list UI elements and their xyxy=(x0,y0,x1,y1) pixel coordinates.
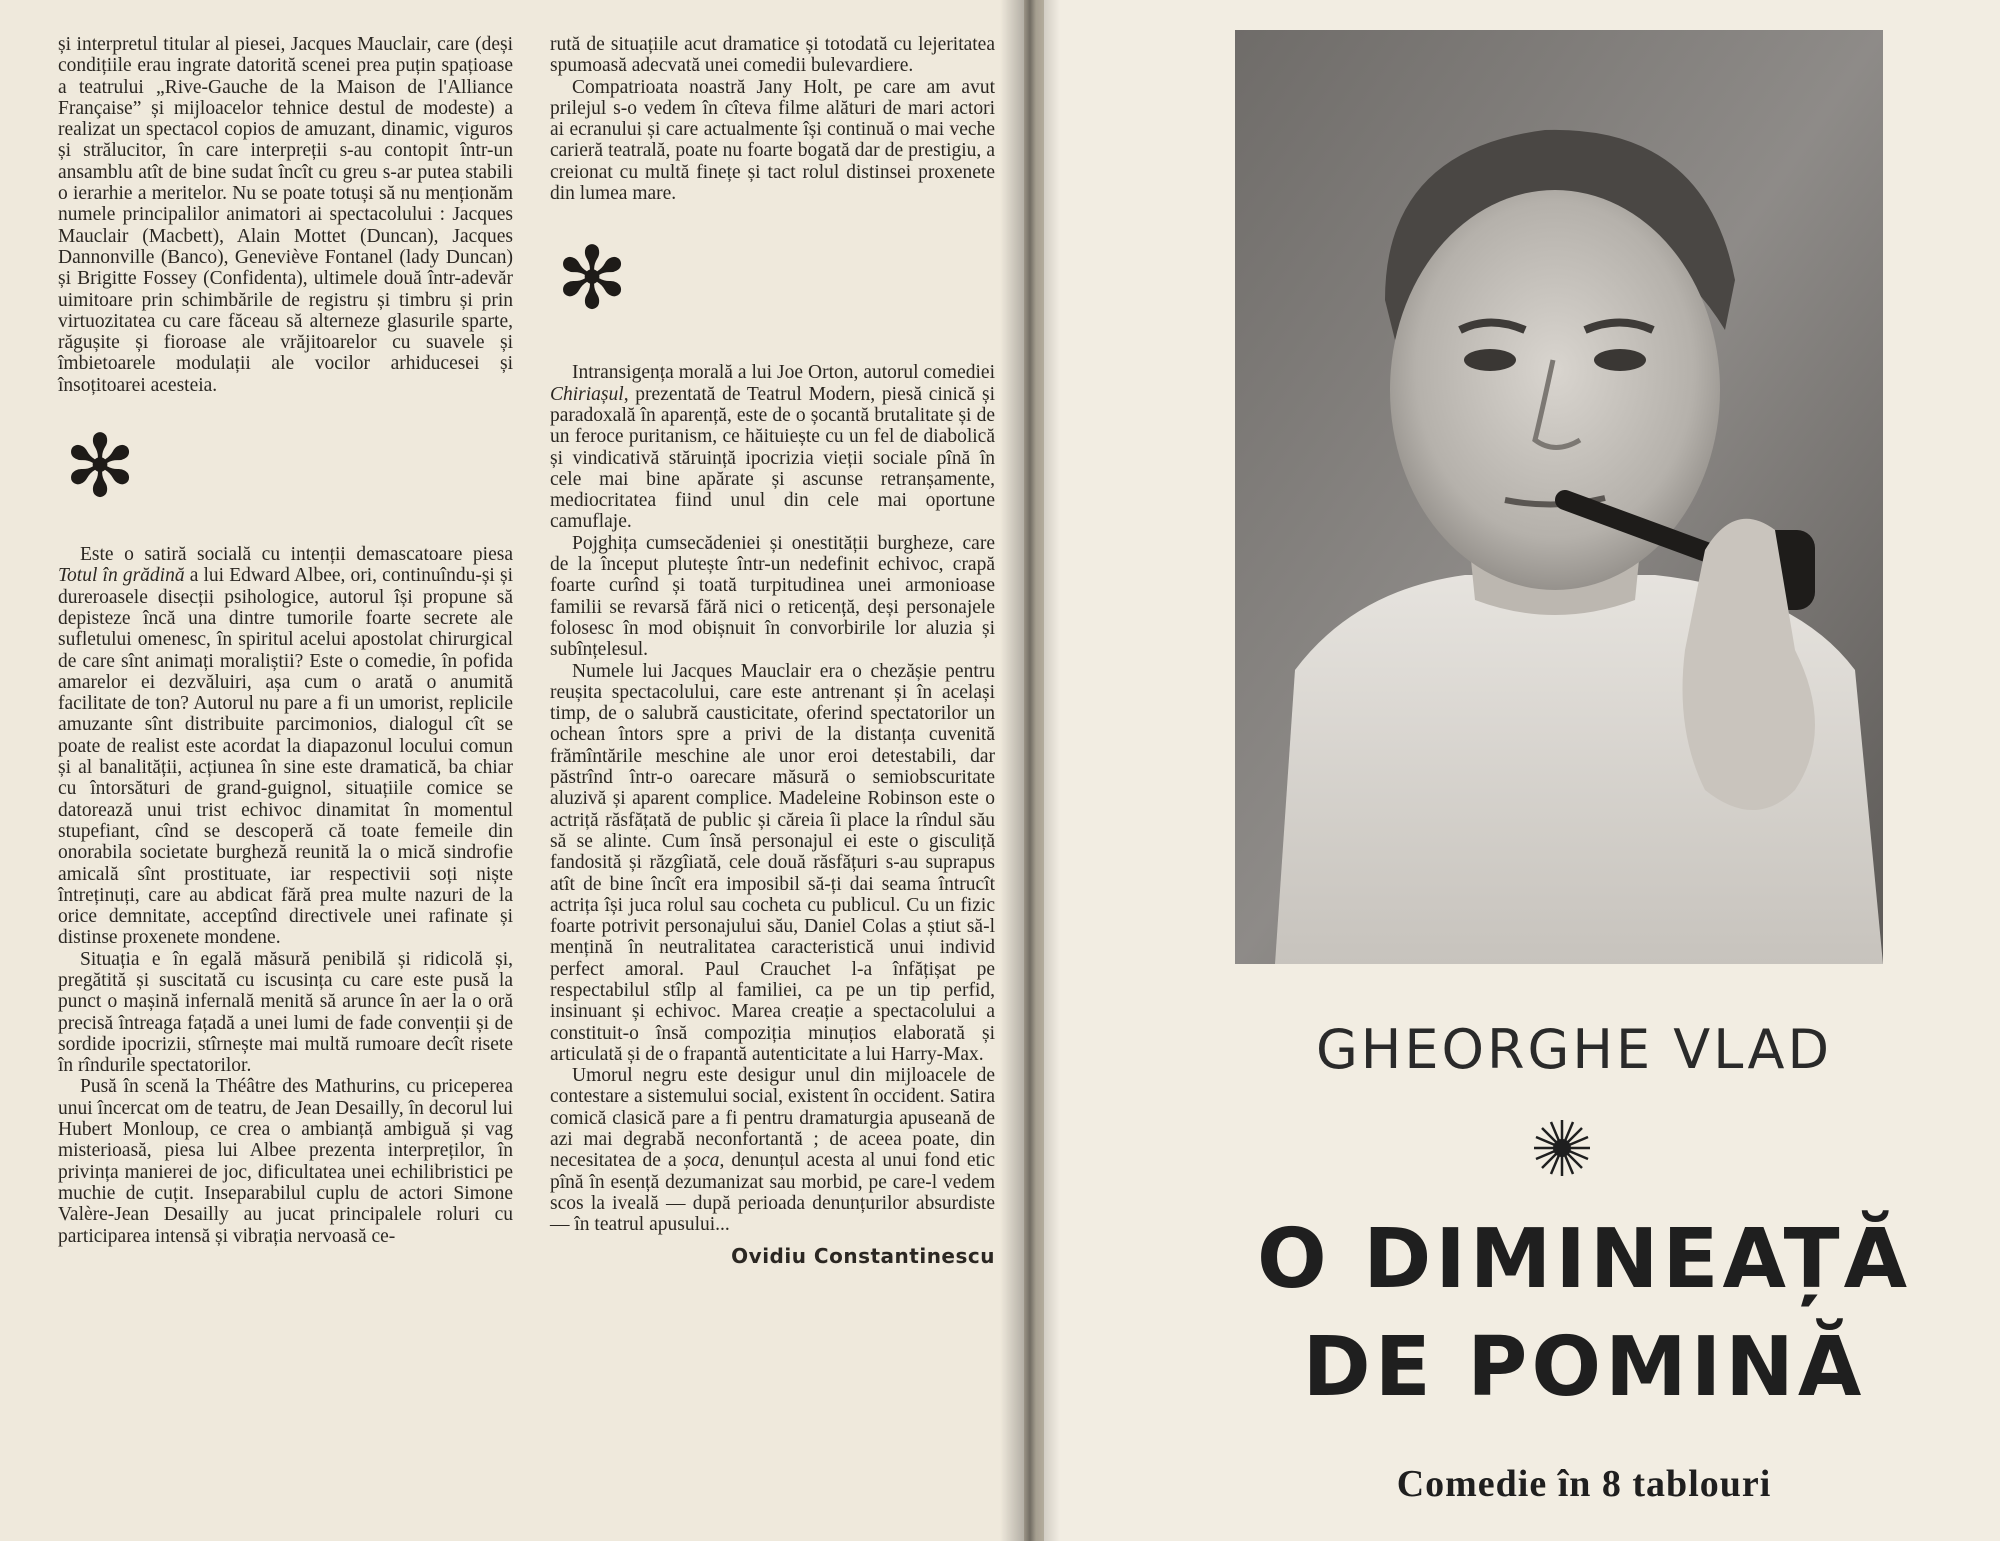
paragraph: Numele lui Jacques Mauclair era o chezășie pentru reușita spectacolului, care este antrenant și în același timp, de o salubră causticitate, oferind spectatorilor un ochean întors spre a privi de la distanța cuvenită frămîntările meschine ale unor eroi detestabili, dar păstrînd într-o oarecare măsură o semiobscuritate aluzivă și aparent complice. Madeleine Robinson este o actriță răsfățată de public și căreia îi place la rîndul său să se alinte. Cum însă personajul ei este o gisculiță fandosită și răzgîiată, cele două răsfățuri s-au suprapus atît de bine încît era imposibil să-ți dai seama întrucît actrița își juca rolul sau cocheta cu publicul. Cu un fizic foarte potrivit personajului său, Daniel Colas a știut să-l mențină în neutralitatea caracteristică unui individ perfect amoral. Paul Crauchet l-a înfățișat pe respectabilul stîlp al familiei, ca pe un tip perfid, insinuant și echivoc. Marea creație a spectacolului a constituit-o însă compoziția minuțios elaborată și articulată și de o frapantă autenticitate a lui Harry-Max. xyxy=(550,660,995,1065)
play-title-line-1: O DIMINEAȚĂ xyxy=(1256,1212,1912,1307)
paragraph xyxy=(58,544,513,949)
play-title: Totul în grădină xyxy=(58,565,185,587)
emphasis: șoca xyxy=(683,1150,720,1172)
author-signature: Ovidiu Constantinescu xyxy=(731,1243,995,1268)
paragraph: Pojghița cumsecădeniei și onestității burgheze, care de la început plutește într-un nedefinit echivoc, crapă foarte curînd și toată turpitudinea unei armonioase familii se revarsă fără nici o reticență, deși personajele folosesc în mod obișnuit în convorbirile lor aluzia și subînțelesul. xyxy=(550,532,995,661)
paragraph: și interpretul titular al piesei, Jacques Mauclair, care (deși condițiile erau ingrate datorită scenei prea puțin spațioase a teatrului „Rive-Gauche de la Maison de l'Alliance Française” și mijloacelor tehnice destul de modeste) a realizat un spectacol copios de amuzant, dinamic, viguros și strălucitor, în care interpreții s-au contopit într-un ansamblu atît de bine sudat încît cu greu s-ar putea stabili o ierarhie a meritelor. Nu se poate totuși să nu menționăm numele principalilor animatori ai spectacolului : Jacques Mauclair (Macbett), Alain Mottet (Duncan), Jacques Dannonville (Banco), Geneviève Fontanel (lady Duncan) și Brigitte Fossey (Confidenta), ultimele două într-adevăr uimitoare prin schimbările de registru și timbru și prin virtuozitatea cu care făceau să alterneze glasurile sparte, răgușite și fioroase ale vrăjitoarelor cu suavele și îmbietoarele modulații ale vocilor arhiducesei și însoțitoarei acesteia. xyxy=(58,34,513,396)
section-separator-asterisk: ✻ xyxy=(556,229,629,330)
play-subtitle: Comedie în 8 tablouri xyxy=(1396,1463,1772,1505)
paragraph-text: Intransigența morală a lui Joe Orton, autorul comediei xyxy=(572,362,995,384)
paragraph-text: , prezentată de Teatrul Modern, piesă cinică și paradoxală în aparență, este de o șocantă brutalitate și de un feroce puritanism, ce hăituiește cu un fel de diabolică și vindicativă stăruință ipocrizia vieții sociale pînă în cele mai bine apărate și ascunse retranșamente, mediocritatea fiind unul din cele mai oportune camuflaje. xyxy=(550,383,995,533)
play-title: Chiriașul xyxy=(550,383,624,405)
left-column xyxy=(58,34,513,1247)
author-portrait-photo xyxy=(1235,30,1883,964)
sunburst-ornament-icon xyxy=(1532,1118,1592,1178)
paragraph: Compatrioata noastră Jany Holt, pe care am avut prilejul s-o vedem în cîteva filme alături de mari actori ai ecranului și care actualmente își continuă o mai veche carieră teatrală, poate nu foarte bogată dar de prestigiu, a creionat cu multă finețe și tact rolul distinsei proxenete din lumea mare. xyxy=(550,76,995,205)
paragraph xyxy=(550,1065,995,1235)
play-title-line-2: DE POMINĂ xyxy=(1302,1320,1866,1415)
paragraph: Situația e în egală măsură penibilă și ridicolă și, pregătită și suscitată cu iscusința cu care este pusă la punct o mașină infernală menită să arunce în aer la o oră precisă întreaga fațadă a unei lumi de fade convenții și de sordide ipocrizii, stîrnește mai multă rumoare decît risete în rîndurile spectatorilor. xyxy=(58,948,513,1077)
section-separator-asterisk: ✻ xyxy=(64,417,137,518)
right-column xyxy=(550,34,995,1267)
paragraph-text: a lui Edward Albee, ori, continuîndu-și și dureroasele disecții psihologice, autorul își propune să depisteze încă una dintre tumorile foarte secrete ale sufletului omenesc, în spiritul acelui apostolat chirurgical de care sînt animați moraliștii? Este o comedie, în pofida amarelor ei dezvăluiri, așa cum o arată o anumită facilitate de ton? Autorul nu pare a fi un umorist, replicile amuzante sînt distribuite parcimonios, dialogul cît se poate de realist este acordat la diapazonul locului comun și al banalității, acțiunea în sine este dramatică, ba chiar cu întorsături de grand-guignol, situațiile comice se datorează unui trist echivoc dinamitat în momentul stupefiant, cînd se descoperă că toate femeile din onorabila societate burgheză reunită la o mică sindrofie amicală sînt prostituate, iar respectivii soți niște întreținuți, care au abdicat fără prea multe nazuri de la orice demnitate, acceptînd directivele unei rafinate și distinse proxenete mondene. xyxy=(58,565,513,949)
book-gutter xyxy=(1000,0,1060,1541)
play-author: GHEORGHE VLAD xyxy=(1315,1018,1833,1081)
paragraph-text: , denunțul acesta al unui fond etic pînă în esență dezumanizat sau morbid, pe care-l vedem scos la iveală — după perioada denunțurilor absurdiste — în teatrul apusului... xyxy=(550,1150,995,1236)
paragraph: rută de situațiile acut dramatice și totodată cu lejeritatea spumoasă adecvată unei comedii bulevardiere. xyxy=(550,34,995,77)
paragraph: Pusă în scenă la Théâtre des Mathurins, cu priceperea unui încercat om de teatru, de Jean Desailly, în decorul lui Hubert Monloup, ce crea o ambianță ambiguă și vag misterioasă, piesa lui Albee prezenta interpreților, în privința manierei de joc, dificultatea unei echilibristici pe muchie de cuțit. Inseparabilul cuplu de actori Simone Valère-Jean Desailly au jucat principalele roluri cu participarea intensă și vibrația nervoasă ce- xyxy=(58,1076,513,1247)
paragraph-text: Umorul negru este desigur unul din mijloacele de contestare a sistemului social, existent în occident. Satira comică clasică pare a fi pentru dramaturgia apuseană de azi mai degrabă neconfortantă ; de aceea poate, din necesitatea de a xyxy=(550,1065,995,1172)
right-page xyxy=(1044,0,2000,1541)
paragraph-text: Este o satiră socială cu intenții demascatoare piesa xyxy=(80,544,513,566)
paragraph xyxy=(550,362,995,532)
